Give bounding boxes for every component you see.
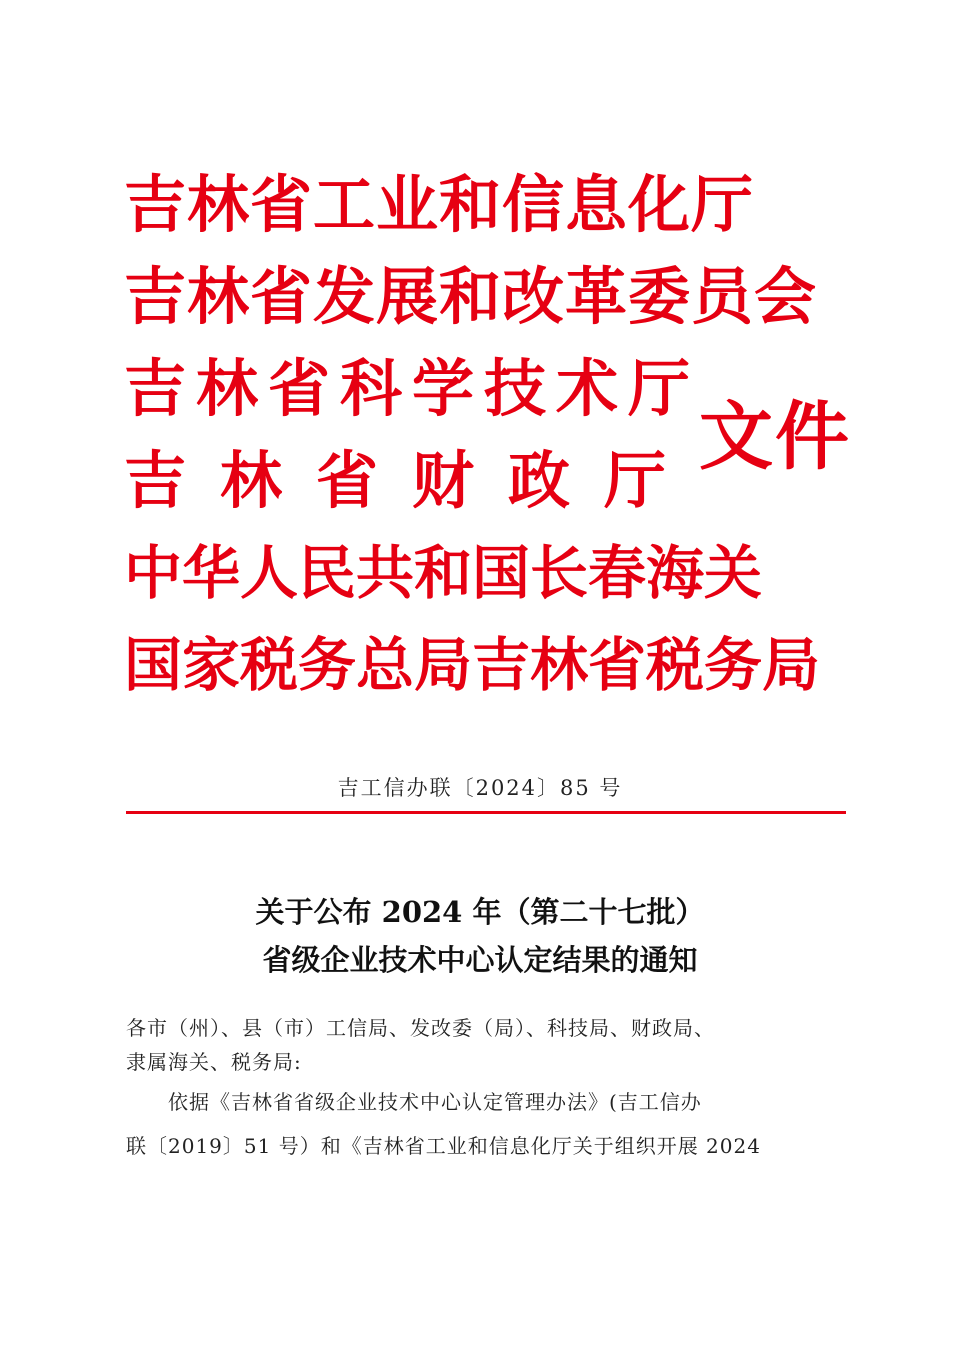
body-paragraph-line-1: 依据《吉林省省级企业技术中心认定管理办法》(吉工信办 [168, 1090, 702, 1114]
recipients-line-2: 隶属海关、税务局: [126, 1050, 302, 1074]
agency-name-4: 吉林省财政厅 [124, 444, 701, 517]
red-divider [126, 811, 846, 814]
agency-name-3: 吉林省科学技术厅 [124, 352, 701, 425]
recipients-line-1: 各市（州）、县（市）工信局、发改委（局）、科技局、财政局、 [126, 1016, 715, 1040]
agency-name-6: 国家税务总局吉林省税务局 [124, 631, 821, 699]
agency-name-2: 吉林省发展和改革委员会 [124, 260, 818, 333]
document-suffix: 文件 [699, 394, 851, 480]
agency-name-5: 中华人民共和国长春海关 [124, 539, 763, 607]
notice-title-line-2: 省级企业技术中心认定结果的通知 [262, 943, 698, 977]
red-header [124, 160, 864, 720]
document-number: 吉工信办联〔2024〕85 号 [337, 776, 623, 800]
agency-name-1: 吉林省工业和信息化厅 [124, 168, 755, 241]
notice-title-line-1: 关于公布 2024 年（第二十七批） [255, 895, 705, 929]
body-paragraph-line-2: 联〔2019〕51 号）和《吉林省工业和信息化厅关于组织开展 2024 [126, 1134, 761, 1158]
